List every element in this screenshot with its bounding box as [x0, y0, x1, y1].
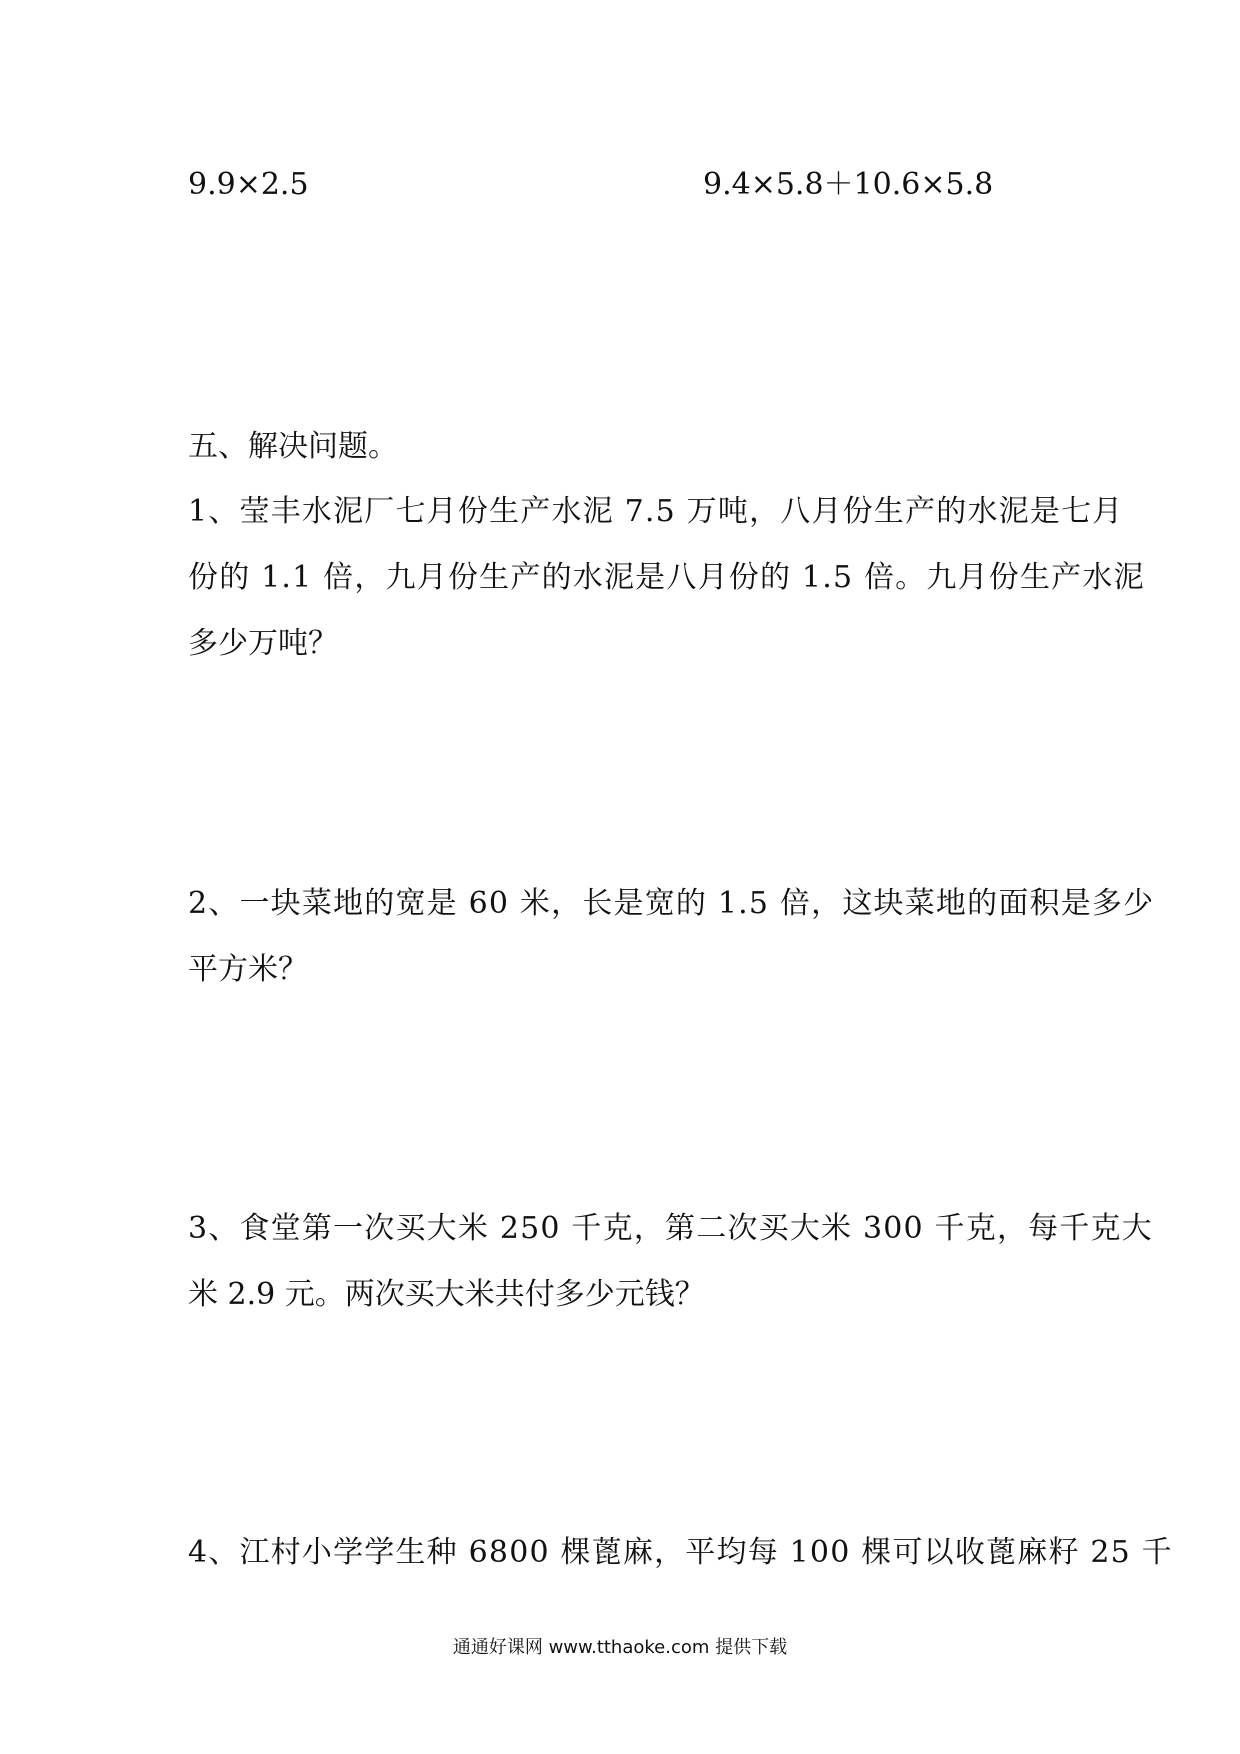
problem-3-line-2: 米 2.9 元。两次买大米共付多少元钱？	[188, 1277, 705, 1312]
problem-1-line-3: 多少万吨？	[188, 626, 338, 661]
problem-1-line-2: 份的 1.1 倍，九月份生产的水泥是八月份的 1.5 倍。九月份生产水泥	[188, 560, 1145, 595]
problem-3-line-1: 3、食堂第一次买大米 250 千克，第二次买大米 300 千克，每千克大	[188, 1211, 1153, 1246]
problem-1-line-1: 1、莹丰水泥厂七月份生产水泥 7.5 万吨，八月份生产的水泥是七月	[188, 494, 1124, 529]
problem-4-line-1: 4、江村小学学生种 6800 棵蓖麻，平均每 100 棵可以收蓖麻籽 25 千	[188, 1535, 1173, 1570]
expression-left: 9.9×2.5	[188, 167, 309, 202]
problem-2-line-2: 平方米？	[188, 952, 308, 987]
footer-source-text: 通通好课网 www.tthaoke.com 提供下载	[452, 1637, 788, 1658]
problem-2-line-1: 2、一块菜地的宽是 60 米，长是宽的 1.5 倍，这块菜地的面积是多少	[188, 886, 1155, 921]
expression-right: 9.4×5.8＋10.6×5.8	[703, 167, 994, 202]
section-title: 五、解决问题。	[188, 429, 398, 464]
